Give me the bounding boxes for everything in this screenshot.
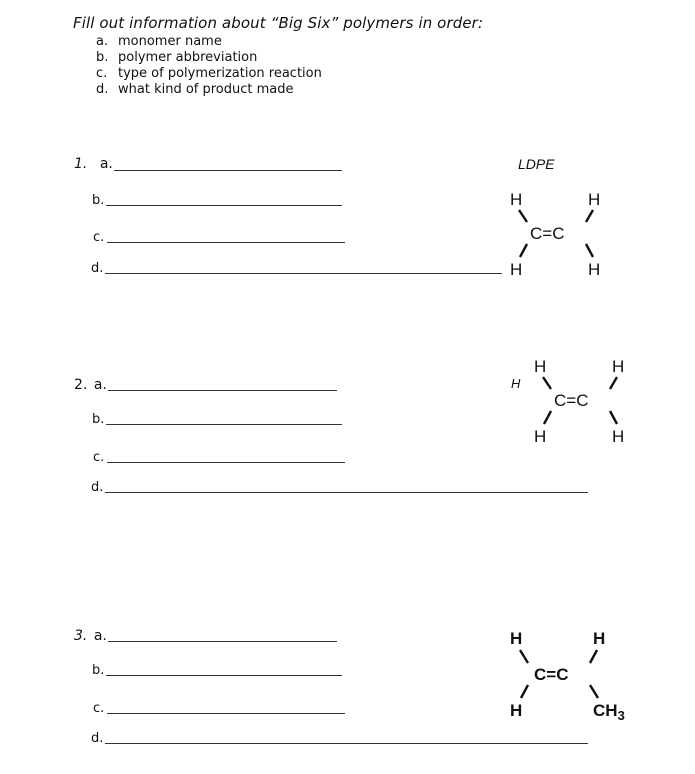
instruction-text: monomer name: [118, 34, 222, 49]
question-number: [74, 628, 107, 644]
atom-h: H: [612, 427, 625, 446]
atom-c-double-c: C=C: [530, 224, 565, 243]
instruction-letter: b.: [96, 50, 109, 65]
answer-line-d[interactable]: [105, 273, 502, 274]
side-hydrogen-label: H: [511, 376, 521, 391]
answer-line-c[interactable]: [107, 462, 345, 463]
worksheet-title: Fill out information about “Big Six” polymers in order:: [73, 14, 484, 32]
atom-h: H: [588, 260, 601, 279]
answer-label-d: d.: [91, 480, 104, 495]
instruction-letter: d.: [96, 82, 109, 97]
answer-line-d[interactable]: [105, 492, 588, 493]
atom-h: H: [534, 357, 547, 376]
answer-label-b: b.: [92, 412, 105, 427]
answer-label-c: c.: [93, 450, 105, 465]
answer-line-b[interactable]: [106, 424, 342, 425]
atom-h: H: [510, 629, 523, 648]
atom-h: H: [588, 190, 601, 209]
polymer-name: LDPE: [518, 156, 555, 172]
answer-label-a: a.: [93, 377, 107, 393]
atom-h: H: [593, 629, 606, 648]
atom-h: H: [510, 260, 523, 279]
answer-line-b[interactable]: [106, 205, 342, 206]
answer-label-b: b.: [92, 193, 105, 208]
answer-label-c: c.: [93, 230, 105, 245]
answer-line-c[interactable]: [107, 713, 345, 714]
instruction-item: [96, 82, 294, 97]
answer-line-a[interactable]: [108, 390, 337, 391]
atom-h: H: [534, 427, 547, 446]
question-number: [74, 377, 107, 393]
answer-line-c[interactable]: [107, 242, 345, 243]
atom-c-double-c: C=C: [534, 665, 569, 684]
atom-c-double-c: C=C: [554, 391, 589, 410]
atom-h: H: [612, 357, 625, 376]
question-number: [74, 156, 113, 172]
question-number-label: 1.: [74, 156, 88, 172]
answer-line-a[interactable]: [108, 641, 337, 642]
instruction-item: [96, 50, 257, 65]
instruction-item: [96, 66, 322, 81]
question-number-label: 3.: [74, 628, 88, 644]
answer-line-b[interactable]: [106, 675, 342, 676]
answer-line-a[interactable]: [114, 170, 342, 171]
ethylene-structure: [500, 185, 620, 280]
answer-label-a: a.: [99, 156, 113, 172]
atom-h: H: [510, 701, 523, 720]
instruction-letter: a.: [96, 34, 109, 49]
instruction-text: type of polymerization reaction: [118, 66, 322, 81]
answer-label-b: b.: [92, 663, 105, 678]
propylene-structure: [500, 622, 650, 727]
ethylene-structure: [524, 352, 644, 447]
answer-label-a: a.: [93, 628, 107, 644]
instruction-text: what kind of product made: [118, 82, 294, 97]
answer-label-d: d.: [91, 261, 104, 276]
answer-line-d[interactable]: [105, 743, 588, 744]
question-number-label: 2.: [74, 377, 88, 393]
answer-label-c: c.: [93, 701, 105, 716]
methyl-group: $CH_3$: [593, 701, 625, 723]
instruction-letter: c.: [96, 66, 108, 81]
answer-label-d: d.: [91, 731, 104, 746]
atom-h: H: [510, 190, 523, 209]
instruction-item: [96, 34, 222, 49]
instruction-text: polymer abbreviation: [118, 50, 258, 65]
